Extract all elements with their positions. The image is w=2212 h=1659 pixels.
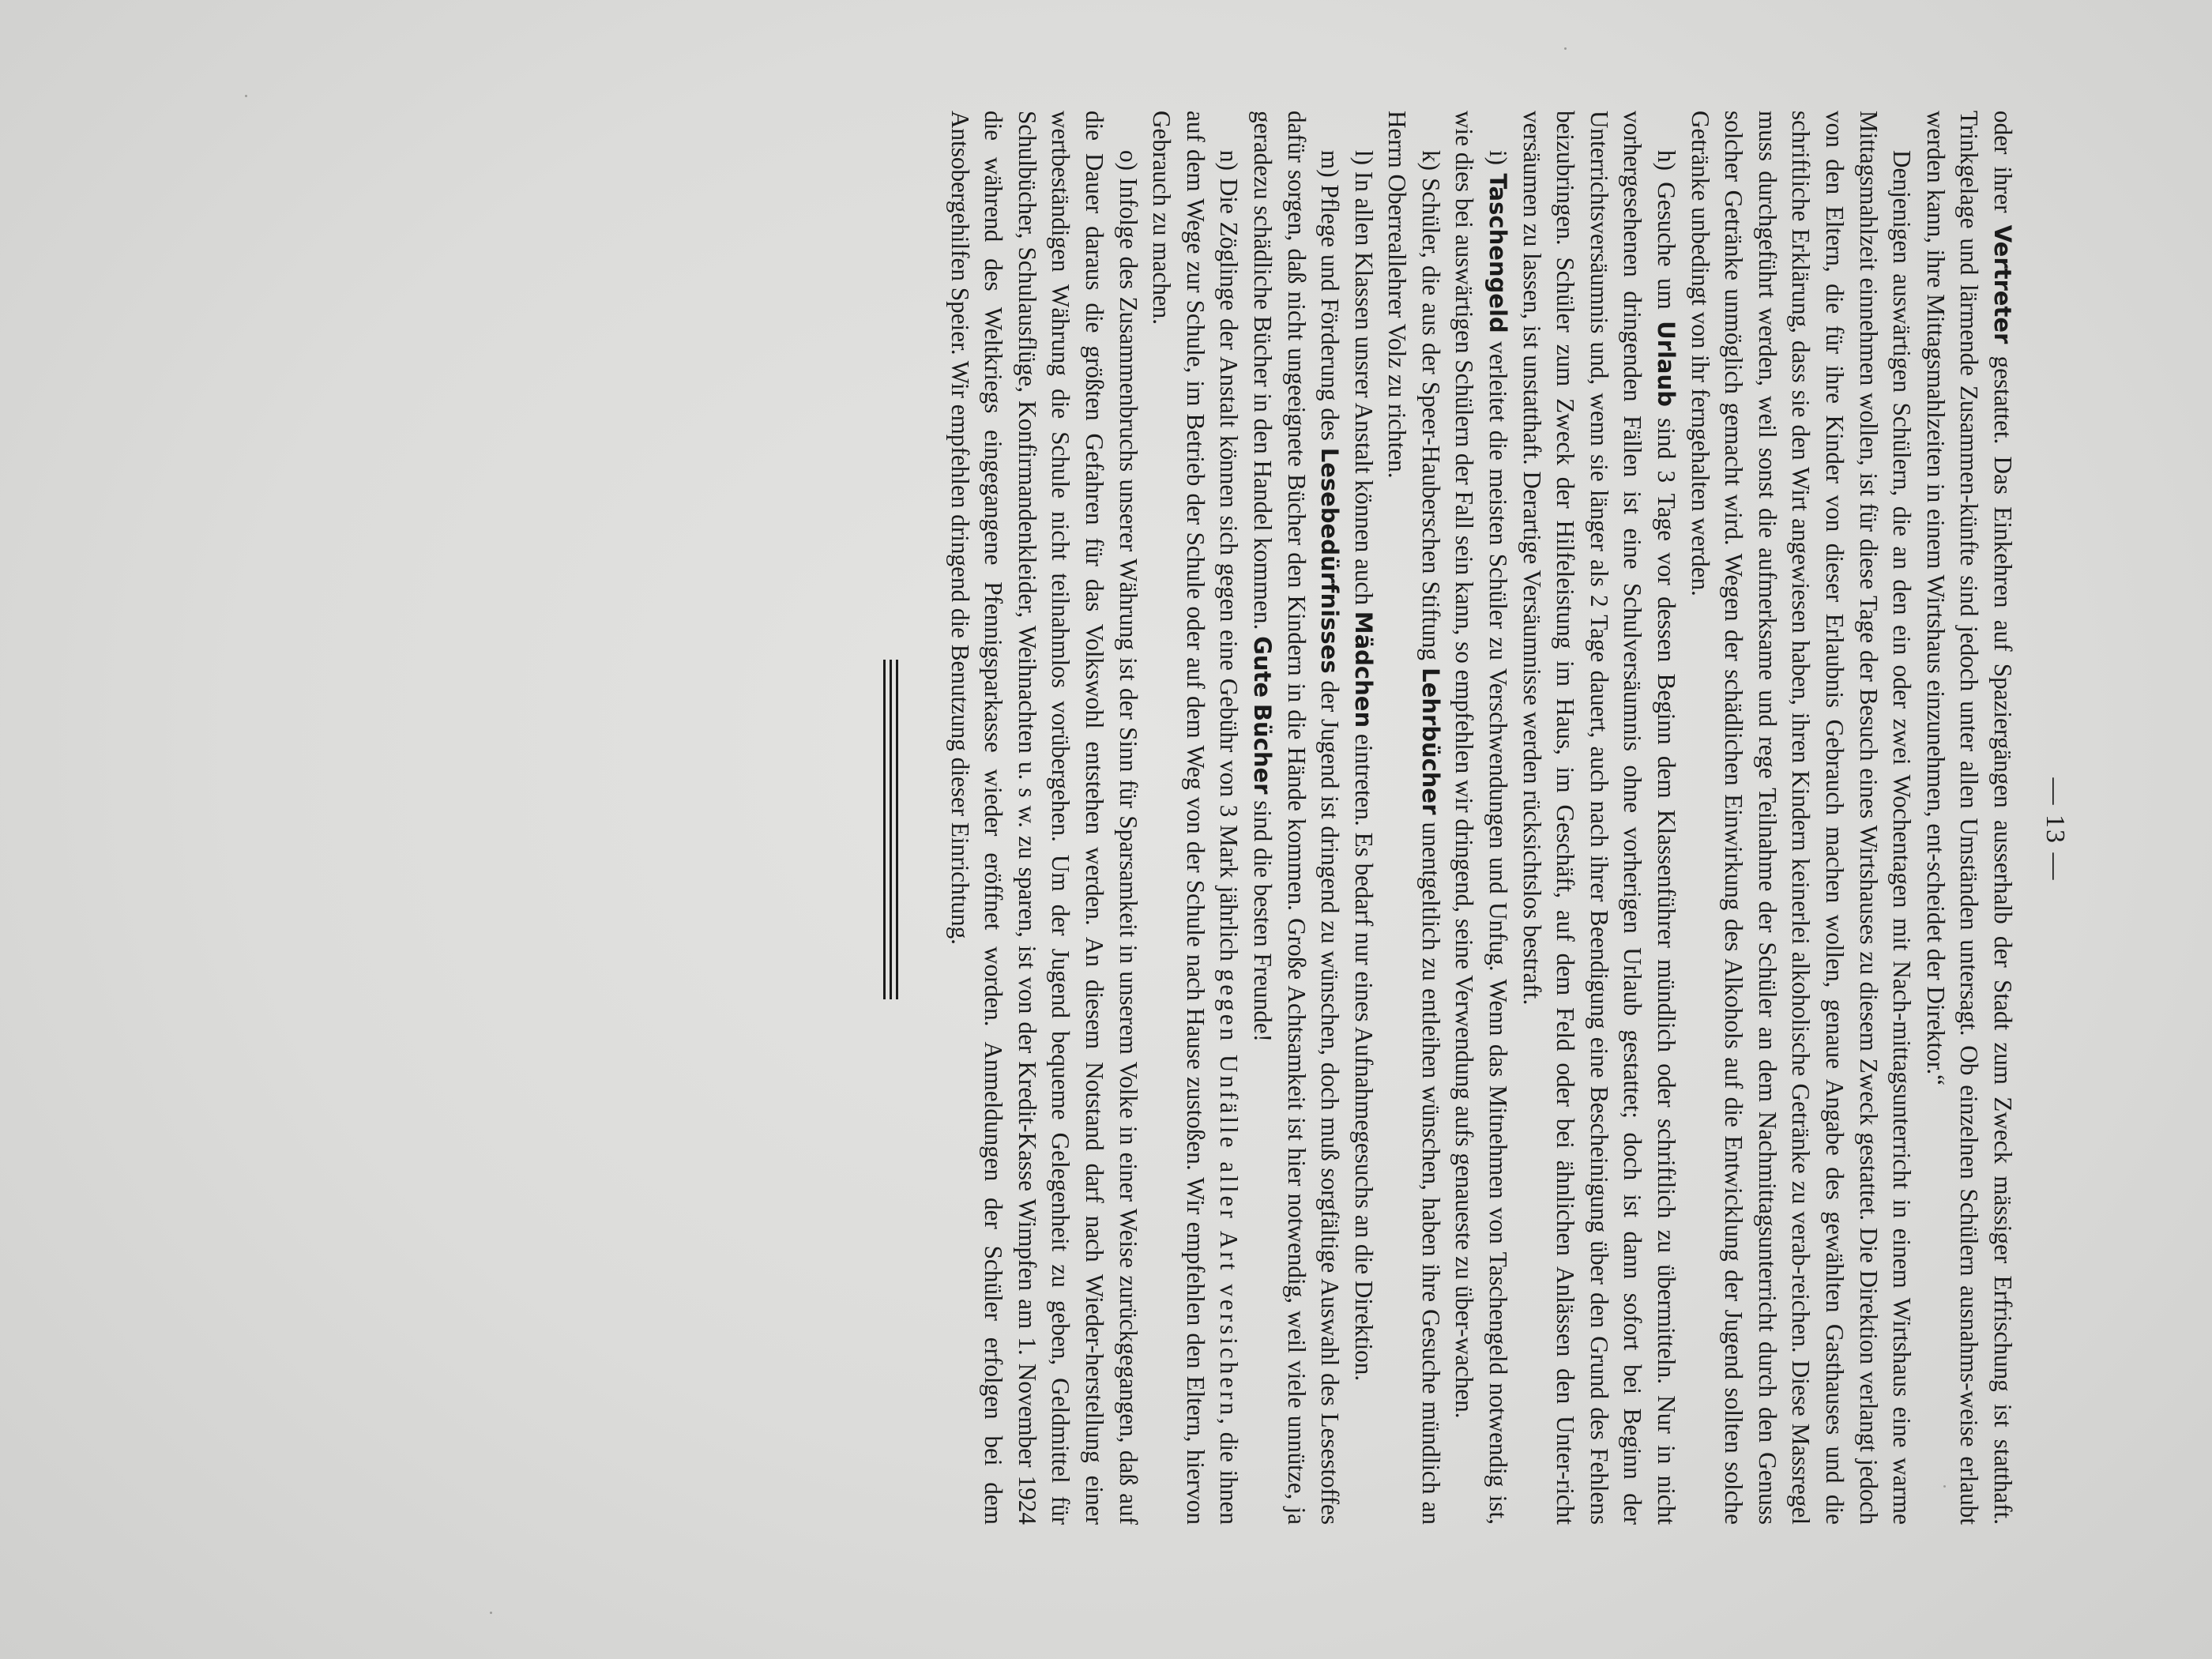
paragraph-p8 bbox=[1145, 111, 1246, 1525]
text-run bbox=[1249, 698, 1277, 704]
text-run: n) Die Zöglinge der Anstalt können sich gegen eine Gebühr von 3 Mark jährlich bbox=[1215, 150, 1243, 969]
bold-term: Bücher bbox=[1248, 703, 1276, 795]
text-run: h) Gesuche um bbox=[1653, 150, 1681, 322]
paragraph-p9 bbox=[942, 111, 1145, 1525]
paragraph-p3 bbox=[1514, 111, 1683, 1525]
text-run: o) Infolge des Zusammenbruchs unserer Währung ist der Sinn für Sparsamkeit in unserem Volke in einer Weise zurückgegangen, daß auf die Dauer daraus die größten Gefahren für das Volkswohl entstehen werden. An diesem Notstand darf nach Wieder-herstellung einer wertbeständigen Währung die Schule nicht teilnahmlos vorübergehen. Um der Jugend bequeme Gelegenheit zu geben, Geldmittel für Schulbücher, Schulausflüge, Konfirmandenkleider, Weihnachten u. s w. zu sparen, ist von der Kredit-Kasse Wimpfen am 1. November 1924 die während des Weltkriegs eingegangene Pfennigsparkasse wieder eröffnet worden. Anmeldungen der Schüler erfolgen bei dem Antsobergehilfen Speier. Wir empfehlen dringend die Benutzung dieser Einrichtung. bbox=[946, 111, 1142, 1525]
bold-term: Urlaub bbox=[1653, 321, 1680, 407]
bold-term: Mädchen bbox=[1349, 611, 1377, 728]
paragraph-p6 bbox=[1346, 111, 1380, 1525]
spaced-emphasis: gegen Unfälle aller Art versichern bbox=[1215, 969, 1243, 1419]
text-run: unentgeltlich zu entleihen wünschen, haben ihre Gesuche mündlich an Herrn Oberreallehrer Volz zu richten. bbox=[1383, 111, 1445, 1525]
text-run: gestattet. Das Einkehren auf Spaziergängen ausserhalb der Stadt zum Zweck mässiger Erfrischung ist statthaft. Trinkgelage und lärmende Zusammen-künfte sind jedoch unter allen Umständen untersagt. Ob einzelnen Schülern ausnahms-weise erlaubt werden kann, ihre Mittagsmahlzeiten in einem Wirtshaus einzunehmen, ent-scheidet der Direktor.“ bbox=[1921, 111, 2017, 1525]
bold-term: Lehrbücher bbox=[1416, 668, 1444, 815]
paragraph-p4 bbox=[1447, 111, 1514, 1525]
paragraph-p1 bbox=[1918, 111, 2019, 1525]
text-run: , die ihnen auf dem Wege zur Schule, im Betrieb der Schule oder auf dem Weg von der Schule nach Hause zustoßen. Wir empfehlen den Eltern, hiervon Gebrauch zu machen. bbox=[1148, 111, 1243, 1525]
end-rule bbox=[883, 660, 898, 999]
dust-speck bbox=[490, 1612, 492, 1614]
text-run: m) Pflege und Förderung des bbox=[1316, 150, 1345, 448]
text-run: sind 3 Tage vor dessen Beginn dem Klassenführer mündlich oder schriftlich zu übermitteln. Nur in nicht vorhergesehenen dringenden Fällen ist eine Schulversäumnis ohne vorherigen Urlaub gestattet; doch ist dann sofort bei Beginn der Unterrichtsversäumnis und, wenn sie länger als 2 Tage dauert, auch nach ihrer Beendigung eine Bescheinigung über den Grund des Fehlens beizubringen. Schüler zum Zweck der Hilfeleistung im Haus, im Geschäft, auf dem Feld oder bei ähnlichen Anlässen den Unter-richt versäumen zu lassen, ist unstatthaft. Derartige Versäumnisse werden rücksichtslos bestraft. bbox=[1518, 111, 1681, 1525]
page-number: — 13 — bbox=[2041, 777, 2070, 882]
printed-page bbox=[142, 79, 2070, 1580]
bold-term: Vertreter bbox=[1989, 224, 2016, 344]
text-run: der Jugend ist dringend zu wünschen, doch muß sorgfältige Auswahl des Lesestoffes dafür sorgen, daß nicht ungeeignete Bücher den Kindern in die Hände kommen. Große Achtsamkeit ist hier notwendig, weil viele unnütze, ja geradezu schädliche Bücher in den Handel kommen. bbox=[1248, 111, 1345, 1525]
text-run: sind die besten Freunde! bbox=[1248, 794, 1277, 1042]
text-run: verleitet die meisten Schüler zu Verschwendungen und Unfug. Wenn das Mitnehmen von Taschengeld notwendig ist, wie dies bei auswärtigen Schülern der Fall sein kann, so empfehlen wir dringend, seine Verwendung aufs genaueste zu über-wachen. bbox=[1450, 111, 1513, 1525]
body-text bbox=[942, 79, 2019, 1580]
paragraph-p2 bbox=[1683, 111, 1918, 1525]
text-run: k) Schüler, die aus der Speer-Hauberschen Stiftung bbox=[1416, 150, 1445, 668]
bold-term: Taschengeld bbox=[1484, 173, 1512, 333]
paragraph-p5 bbox=[1380, 111, 1447, 1525]
text-run: Denjenigen auswärtigen Schülern, die an den ein oder zwei Wochentagen mit Nach-mittagsunterricht in einem Wirtshaus eine warme Mittagsmahlzeit einnehmen wollen, ist für diese Tage der Besuch eines Wirtshauses zu diesem Zweck gestattet. Die Direktion verlangt jedoch von den Eltern, die für ihre Kinder von dieser Erlaubnis Gebrauch machen wollen, genaue Angabe des gewählten Gasthauses und die schriftliche Erklärung, dass sie den Wirt angewiesen haben, ihren Kindern keinerlei alkoholische Getränke zu verab-reichen. Diese Massregel muss durchgeführt werden, weil sonst die aufmerksame und rege Teilnahme der Schüler an dem Nachmittagsunterricht durch den Genuss solcher Getränke unmöglich gemacht wird. Wegen der schädlichen Einwirkung des Alkohols auf die Entwicklung der Jugend sollten solche Getränke unbedingt von ihr ferngehalten werden. bbox=[1686, 111, 1917, 1525]
bold-term: Lesebedürfnisses bbox=[1316, 447, 1344, 674]
text-run: l) In allen Klassen unsrer Anstalt können auch bbox=[1349, 150, 1378, 611]
text-run: i) bbox=[1484, 150, 1513, 174]
text-run: oder ihrer bbox=[1989, 111, 2017, 225]
bold-term: Gute bbox=[1248, 636, 1276, 698]
text-run: eintreten. Es bedarf nur eines Aufnahmegesuchs an die Direktion. bbox=[1349, 728, 1378, 1382]
paragraph-p7 bbox=[1245, 111, 1346, 1525]
dust-speck bbox=[1564, 47, 1567, 50]
